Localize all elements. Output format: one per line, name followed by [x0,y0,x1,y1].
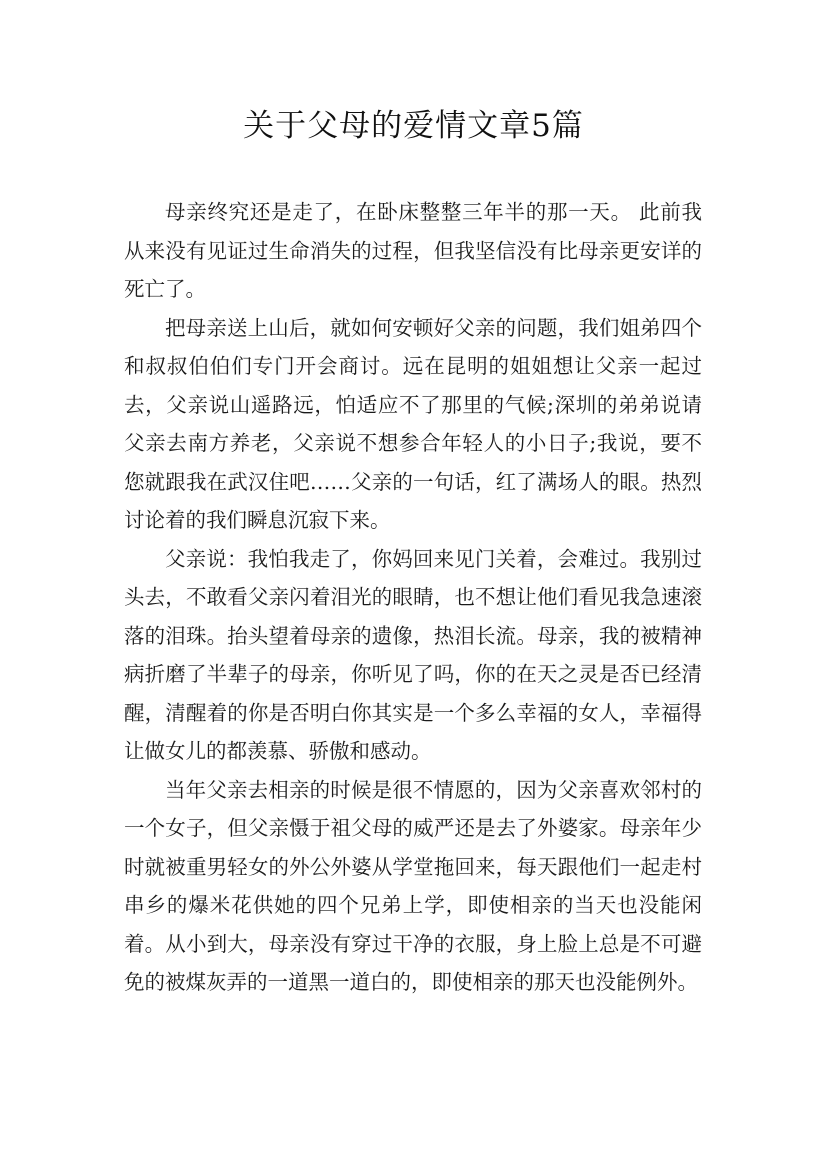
paragraph: 父亲说：我怕我走了，你妈回来见门关着，会难过。我别过头去，不敢看父亲闪着泪光的眼睛，也不想让他们看见我急速滚落的泪珠。抬头望着母亲的遗像，热泪长流。母亲，我的被精神病折磨了半辈子的母亲，你听见了吗，你的在天之灵是否已经清醒，清醒着的你是否明白你其实是一个多么幸福的女人，幸福得让做女儿的都羡慕、骄傲和感动。 [124,546,702,763]
paragraph: 把母亲送上山后，就如何安顿好父亲的问题，我们姐弟四个和叔叔伯伯们专门开会商讨。远在昆明的姐姐想让父亲一起过去，父亲说山遥路远，怕适应不了那里的气候;深圳的弟弟说请父亲去南方养老，父亲说不想参合年轻人的小日子;我说，要不您就跟我在武汉住吧……父亲的一句话，红了满场人的眼。热烈讨论着的我们瞬息沉寂下来。 [124,315,702,532]
paragraph: 当年父亲去相亲的时候是很不情愿的，因为父亲喜欢邻村的一个女子，但父亲慑于祖父母的威严还是去了外婆家。母亲年少时就被重男轻女的外公外婆从学堂拖回来，每天跟他们一起走村串乡的爆米花供她的四个兄弟上学，即使相亲的当天也没能闲着。从小到大，母亲没有穿过干净的衣服，身上脸上总是不可避免的被煤灰弄的一道黑一道白的，即使相亲的那天也没能例外。 [124,777,702,994]
document-title: 关于父母的爱情文章5篇 [243,108,584,144]
document-body [124,193,702,1002]
paragraph: 母亲终究还是走了，在卧床整整三年半的那一天。 此前我从来没有见证过生命消失的过程，但我坚信没有比母亲更安详的死亡了。 [124,200,702,301]
